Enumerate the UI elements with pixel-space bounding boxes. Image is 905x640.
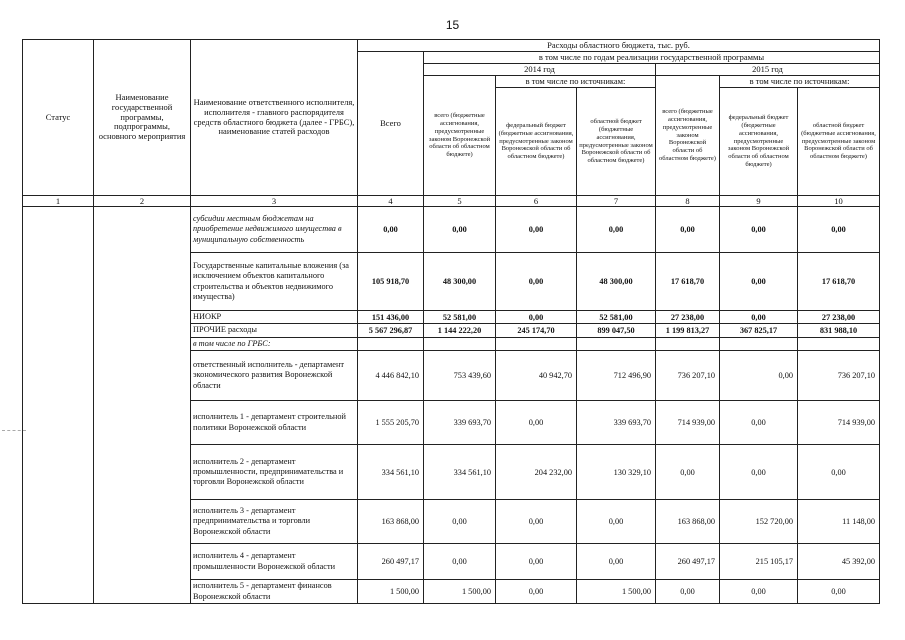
value-cell: 0,00 [720,207,798,253]
value-cell: 831 988,10 [798,324,880,337]
header-2015-federal: федеральный бюджет (бюджетные ассигнования, предусмотренные законом Воронежской области об областном бюджете) [720,88,798,196]
header-status: Статус [23,40,94,196]
column-number: 9 [720,196,798,207]
value-cell: 1 199 813,27 [656,324,720,337]
value-cell: 0,00 [656,207,720,253]
value-cell: 48 300,00 [577,253,656,311]
value-cell: 0,00 [424,500,496,544]
column-number: 8 [656,196,720,207]
header-2015-regional: областной бюджет (бюджетные ассигнования, предусмотренные законом Воронежской области об областном бюджете) [798,88,880,196]
row-name: в том числе по ГРБС: [191,337,358,350]
value-cell: 45 392,00 [798,544,880,580]
row-name: исполнитель 2 - департамент промышленности, предпринимательства и торговли Воронежской области [191,445,358,500]
value-cell: 151 436,00 [358,311,424,324]
program-cell [94,207,191,604]
value-cell: 152 720,00 [720,500,798,544]
value-cell: 0,00 [798,207,880,253]
value-cell: 712 496,90 [577,351,656,401]
value-cell: 17 618,70 [798,253,880,311]
value-cell: 0,00 [496,207,577,253]
value-cell: 5 567 296,87 [358,324,424,337]
value-cell: 0,00 [656,580,720,604]
value-cell: 334 561,10 [424,445,496,500]
value-cell: 130 329,10 [577,445,656,500]
row-name: исполнитель 1 - департамент строительной политики Воронежской области [191,401,358,445]
value-cell: 0,00 [424,544,496,580]
value-cell: 163 868,00 [358,500,424,544]
header-2014-regional: областной бюджет (бюджетные ассигнования, предусмотренные законом Воронежской области об областном бюджете) [577,88,656,196]
row-name: исполнитель 4 - департамент промышленности Воронежской области [191,544,358,580]
header-2014-all: всего (бюджетные ассигнования, предусмотренные законом Воронежской области об областном бюджете) [424,76,496,196]
row-name: субсидии местным бюджетам на приобретение недвижимого имущества в муниципальную собственность [191,207,358,253]
value-cell: 899 047,50 [577,324,656,337]
row-name: НИОКР [191,311,358,324]
value-cell: 204 232,00 [496,445,577,500]
header-2014-federal: федеральный бюджет (бюджетные ассигнования, предусмотренные законом Воронежской области об областном бюджете) [496,88,577,196]
value-cell: 27 238,00 [656,311,720,324]
value-cell: 11 148,00 [798,500,880,544]
value-cell: 0,00 [496,500,577,544]
value-cell: 0,00 [720,445,798,500]
value-cell: 1 500,00 [577,580,656,604]
value-cell: 48 300,00 [424,253,496,311]
value-cell: 334 561,10 [358,445,424,500]
budget-table [22,39,880,604]
header-total: Всего [358,52,424,196]
value-cell: 714 939,00 [798,401,880,445]
value-cell: 0,00 [496,580,577,604]
header-year-2015: 2015 год [656,64,880,76]
header-by-years: в том числе по годам реализации государственной программы [424,52,880,64]
value-cell: 367 825,17 [720,324,798,337]
value-cell: 105 918,70 [358,253,424,311]
value-cell: 753 439,60 [424,351,496,401]
value-cell: 27 238,00 [798,311,880,324]
row-name: Государственные капитальные вложения (за исключением объектов капитального строительства и объектов недвижимого имущества) [191,253,358,311]
value-cell: 339 693,70 [577,401,656,445]
value-cell: 0,00 [577,544,656,580]
value-cell: 4 446 842,10 [358,351,424,401]
value-cell: 260 497,17 [656,544,720,580]
value-cell: 260 497,17 [358,544,424,580]
column-number: 5 [424,196,496,207]
value-cell: 0,00 [656,445,720,500]
value-cell: 1 555 205,70 [358,401,424,445]
table-row [23,207,880,253]
value-cell: 163 868,00 [656,500,720,544]
row-name: исполнитель 5 - департамент финансов Воронежской области [191,580,358,604]
value-cell: 52 581,00 [577,311,656,324]
value-cell: 1 144 222,20 [424,324,496,337]
value-cell: 0,00 [577,500,656,544]
column-numbers-row [23,196,880,207]
status-cell [23,207,94,604]
value-cell: 339 693,70 [424,401,496,445]
value-cell: 0,00 [424,207,496,253]
value-cell: 0,00 [720,401,798,445]
value-cell: 0,00 [720,311,798,324]
column-number: 7 [577,196,656,207]
value-cell: 0,00 [496,311,577,324]
row-name: ПРОЧИЕ расходы [191,324,358,337]
value-cell: 0,00 [720,351,798,401]
row-name: исполнитель 3 - департамент предпринимательства и торговли Воронежской области [191,500,358,544]
header-executor: Наименование ответственного исполнителя, исполнителя - главного распорядителя средств областного бюджета (далее - ГРБС), наименование статей расходов [191,40,358,196]
header-expenses: Расходы областного бюджета, тыс. руб. [358,40,880,52]
value-cell: 0,00 [496,401,577,445]
value-cell: 0,00 [798,580,880,604]
value-cell: 0,00 [577,207,656,253]
column-number: 2 [94,196,191,207]
column-number: 4 [358,196,424,207]
row-name: ответственный исполнитель - департамент экономического развития Воронежской области [191,351,358,401]
value-cell: 245 174,70 [496,324,577,337]
value-cell: 1 500,00 [358,580,424,604]
value-cell: 17 618,70 [656,253,720,311]
value-cell: 0,00 [798,445,880,500]
header-2015-sources: в том числе по источникам: [720,76,880,88]
value-cell: 52 581,00 [424,311,496,324]
header-2014-sources: в том числе по источникам: [496,76,656,88]
value-cell: 0,00 [358,207,424,253]
column-number: 1 [23,196,94,207]
value-cell: 0,00 [720,580,798,604]
value-cell: 40 942,70 [496,351,577,401]
header-program: Наименование государственной программы, подпрограммы, основного мероприятия [94,40,191,196]
value-cell: 0,00 [496,253,577,311]
value-cell: 215 105,17 [720,544,798,580]
page-number: 15 [445,18,460,32]
column-number: 3 [191,196,358,207]
value-cell: 0,00 [496,544,577,580]
value-cell: 714 939,00 [656,401,720,445]
value-cell: 1 500,00 [424,580,496,604]
scan-mark [2,430,26,431]
value-cell: 736 207,10 [798,351,880,401]
value-cell: 0,00 [720,253,798,311]
header-2015-all: всего (бюджетные ассигнования, предусмотренные законом Воронежской области об областном бюджете) [656,76,720,196]
column-number: 10 [798,196,880,207]
column-number: 6 [496,196,577,207]
value-cell: 736 207,10 [656,351,720,401]
header-year-2014: 2014 год [424,64,656,76]
